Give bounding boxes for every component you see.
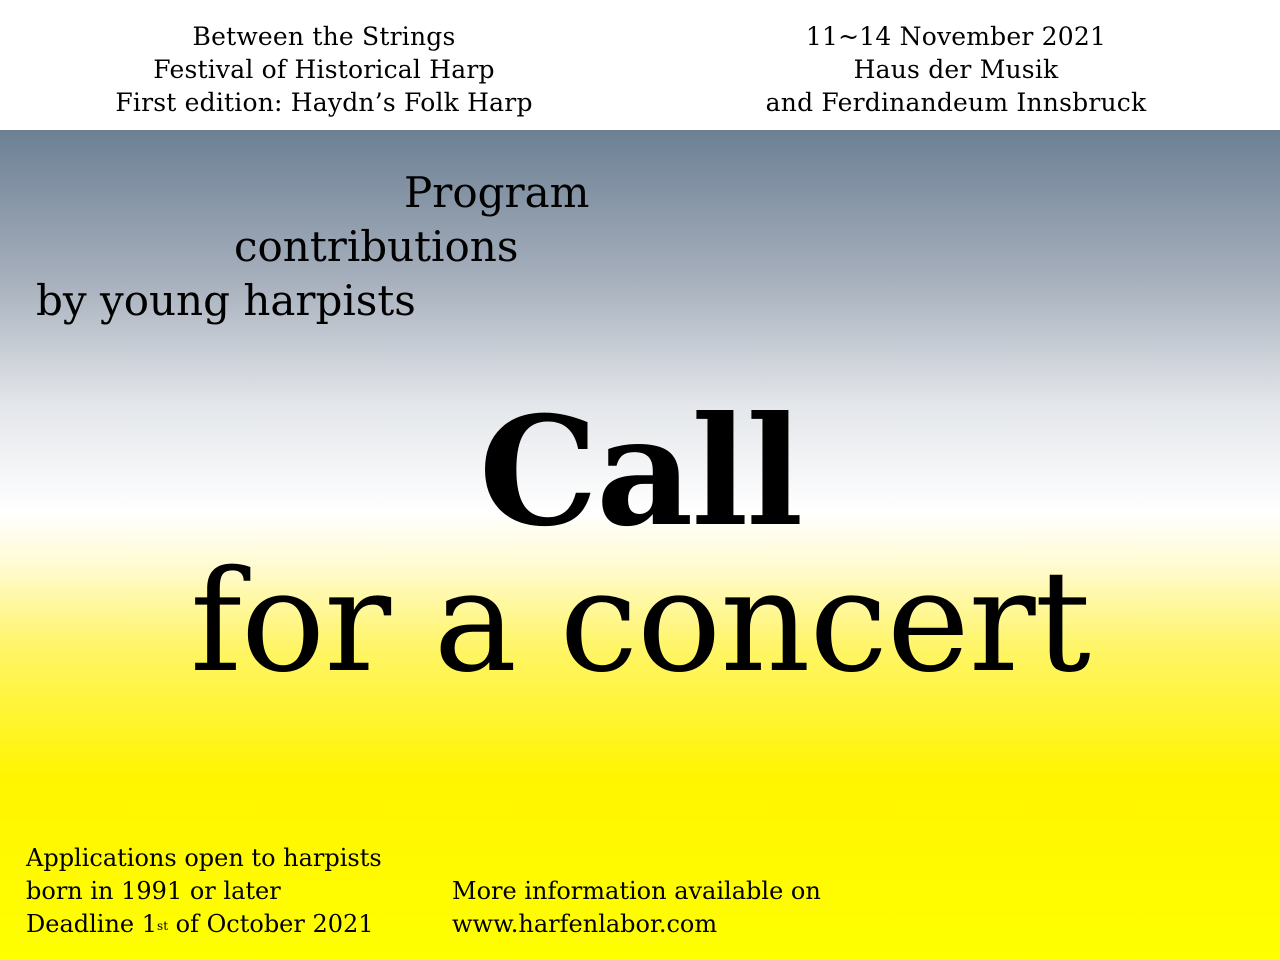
- more-info-label: More information available on: [452, 877, 821, 905]
- application-info: [26, 842, 382, 941]
- festival-edition: First edition: Haydn’s Folk Harp: [115, 88, 533, 117]
- deadline-ordinal: st: [157, 919, 169, 933]
- subtitle-line-2: contributions: [234, 222, 519, 271]
- more-info: [452, 875, 821, 941]
- header: [0, 0, 1280, 130]
- venue-1: Haus der Musik: [853, 55, 1059, 84]
- festival-subtitle: Festival of Historical Harp: [153, 55, 495, 84]
- eligibility-line-2: born in 1991 or later: [26, 877, 281, 905]
- subtitle-line-3: by young harpists: [36, 276, 416, 325]
- website-link[interactable]: www.harfenlabor.com: [452, 910, 718, 938]
- festival-info: [84, 20, 564, 119]
- eligibility-line-1: Applications open to harpists: [26, 844, 382, 872]
- event-dates: 11~14 November 2021: [805, 22, 1107, 51]
- subtitle-line-1: Program: [404, 168, 590, 217]
- festival-name: Between the Strings: [192, 22, 456, 51]
- deadline: [26, 908, 382, 941]
- deadline-suffix: of October 2021: [168, 910, 374, 938]
- event-details: [716, 20, 1196, 119]
- headline-call: Call: [478, 384, 802, 560]
- headline-for-a-concert: for a concert: [190, 541, 1090, 704]
- venue-2: and Ferdinandeum Innsbruck: [765, 88, 1147, 117]
- deadline-prefix: Deadline 1: [26, 910, 158, 938]
